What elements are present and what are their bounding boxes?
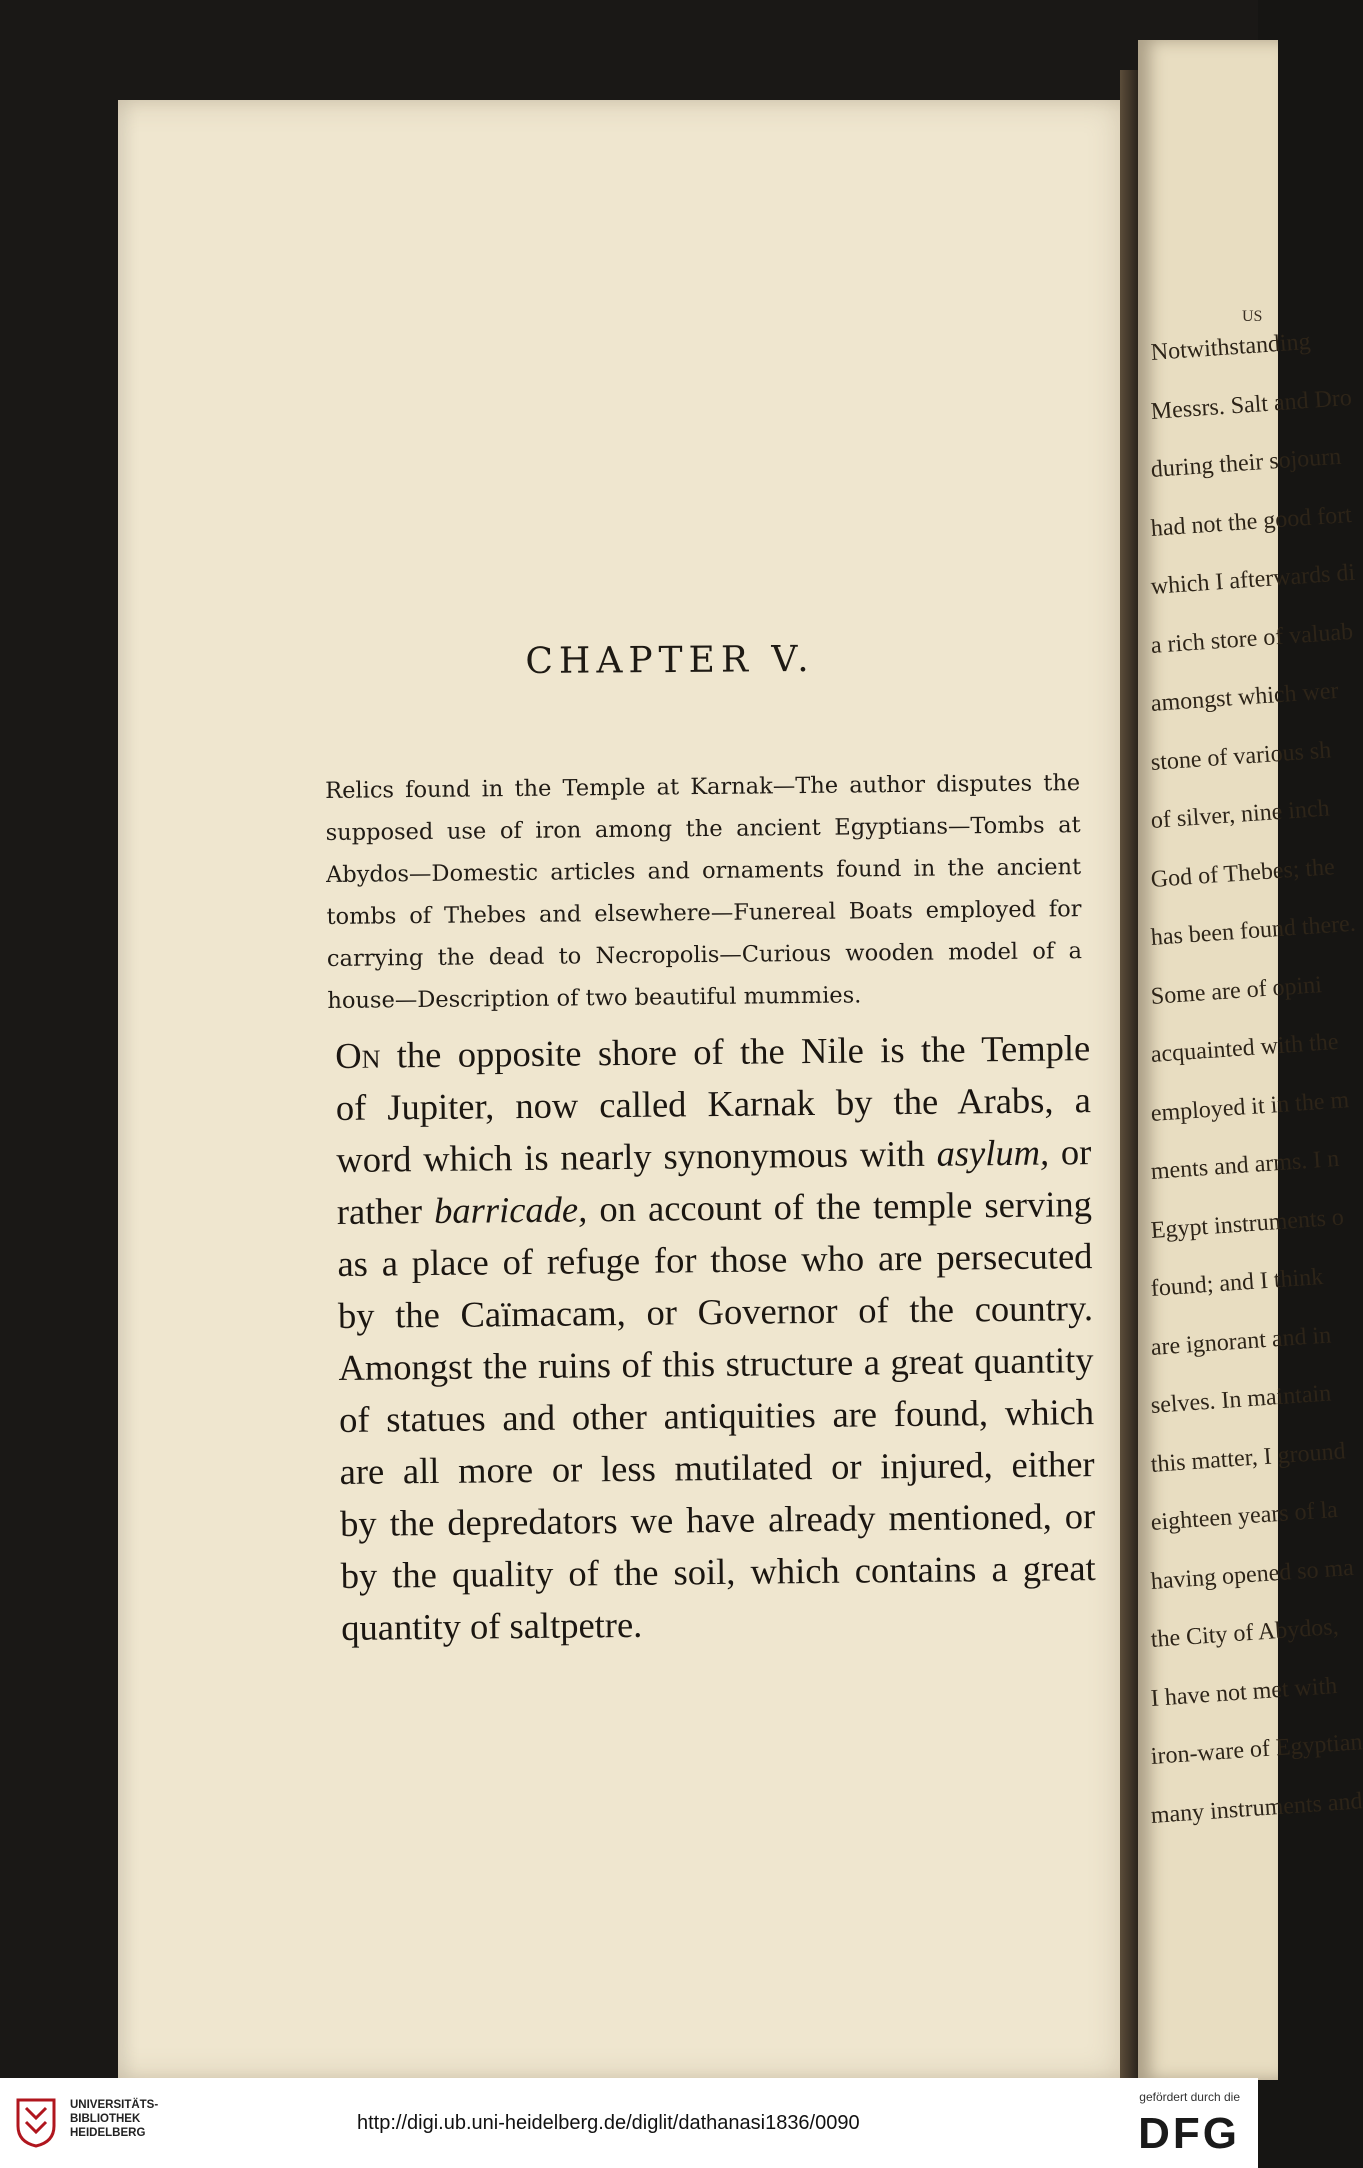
- permalink[interactable]: http://digi.ub.uni-heidelberg.de/diglit/dathanasi1836/0090: [357, 2112, 860, 2134]
- body-line: On the opposite shore of the Nile is the Temple: [335, 1027, 1091, 1076]
- facing-page-line: had not the good fort: [1150, 501, 1353, 542]
- funding-note: gefördert durch die: [1139, 2090, 1240, 2104]
- facing-page-line: I have not met with: [1150, 1672, 1338, 1712]
- facing-page: [1138, 40, 1363, 2080]
- italic-word: asylum,: [936, 1131, 1050, 1174]
- body-line: quantity of saltpetre.: [341, 1603, 643, 1648]
- facing-page-line: God of Thebes; the: [1150, 853, 1336, 893]
- chapter-title: CHAPTER V.: [525, 638, 815, 683]
- facing-page-line: has been found there.: [1150, 910, 1357, 951]
- facing-page-line: iron-ware of Egyptian: [1150, 1729, 1363, 1770]
- body-line: Amongst the ruins of this structure a great quantity: [338, 1339, 1094, 1388]
- dfg-logo[interactable]: DFG: [1138, 2109, 1240, 2158]
- viewer-footer: [0, 2078, 1258, 2168]
- chapter-summary: Relics found in the Temple at Karnak—The author disputes the supposed use of iron among the ancient Egyptians—Tombs at Abydos—Domestic articles and ornaments found in the ancient tombs of Thebes and elsewhere—Funereal Boats employed for carrying the dead to Necropolis—Curious wooden model of a house—Description of two beautiful mummies.: [325, 770, 1083, 1014]
- facing-page-line: the City of Abydos,: [1150, 1613, 1340, 1653]
- facing-page-line: during their sojourn: [1150, 443, 1342, 483]
- body-line: word which is nearly synonymous with asylum, or: [336, 1131, 1092, 1180]
- lead-word: On: [335, 1034, 381, 1076]
- italic-word: barricade,: [433, 1188, 588, 1231]
- body-line: by the quality of the soil, which contains a great: [340, 1547, 1096, 1596]
- facing-page-line: of silver, nine inch: [1150, 795, 1331, 834]
- facing-page-line: Notwithstanding: [1150, 328, 1312, 366]
- facing-page-line: having opened so ma: [1150, 1554, 1355, 1595]
- body-line: of statues and other antiquities are found, which: [338, 1391, 1095, 1440]
- facing-page-line: ments and arms. I n: [1150, 1145, 1340, 1185]
- facing-page-line: stone of various sh: [1150, 736, 1333, 776]
- body-line: by the depredators we have already mentioned, or: [339, 1495, 1096, 1544]
- facing-page-line: Messrs. Salt and Dro: [1150, 384, 1353, 425]
- body-paragraph: [335, 1022, 1096, 1654]
- facing-page-line: which I afterwards di: [1150, 559, 1356, 600]
- institution-name: UNIVERSITÄTS- BIBLIOTHEK HEIDELBERG: [70, 2099, 159, 2139]
- body-line: of Jupiter, now called Karnak by the Arabs, a: [335, 1079, 1091, 1128]
- facing-page-line: this matter, I ground: [1150, 1437, 1347, 1478]
- facing-page-line: many instruments and: [1150, 1787, 1363, 1829]
- body-line: as a place of refuge for those who are persecuted: [337, 1235, 1093, 1284]
- facing-page-line: employed it in the m: [1150, 1086, 1350, 1127]
- facing-page-line: amongst which wer: [1150, 677, 1340, 717]
- facing-page-header: US: [1242, 308, 1263, 325]
- facing-page-line: Egypt instruments o: [1150, 1204, 1345, 1244]
- body-line: are all more or less mutilated or injured, either: [339, 1443, 1095, 1492]
- facing-page-line: acquainted with the: [1150, 1028, 1340, 1068]
- body-line: by the Caïmacam, or Governor of the country.: [337, 1287, 1094, 1336]
- university-seal-icon: [14, 2096, 58, 2148]
- body-line: rather barricade, on account of the temple serving: [336, 1183, 1093, 1232]
- facing-page-line: selves. In maintain: [1150, 1380, 1332, 1419]
- facing-page-line: eighteen years of la: [1150, 1496, 1339, 1536]
- facing-page-line: are ignorant and in: [1150, 1321, 1332, 1361]
- facing-page-line: found; and I think: [1150, 1263, 1325, 1302]
- facing-page-line: a rich store of valuab: [1150, 618, 1354, 659]
- facing-page-line: Some are of opini: [1150, 971, 1323, 1010]
